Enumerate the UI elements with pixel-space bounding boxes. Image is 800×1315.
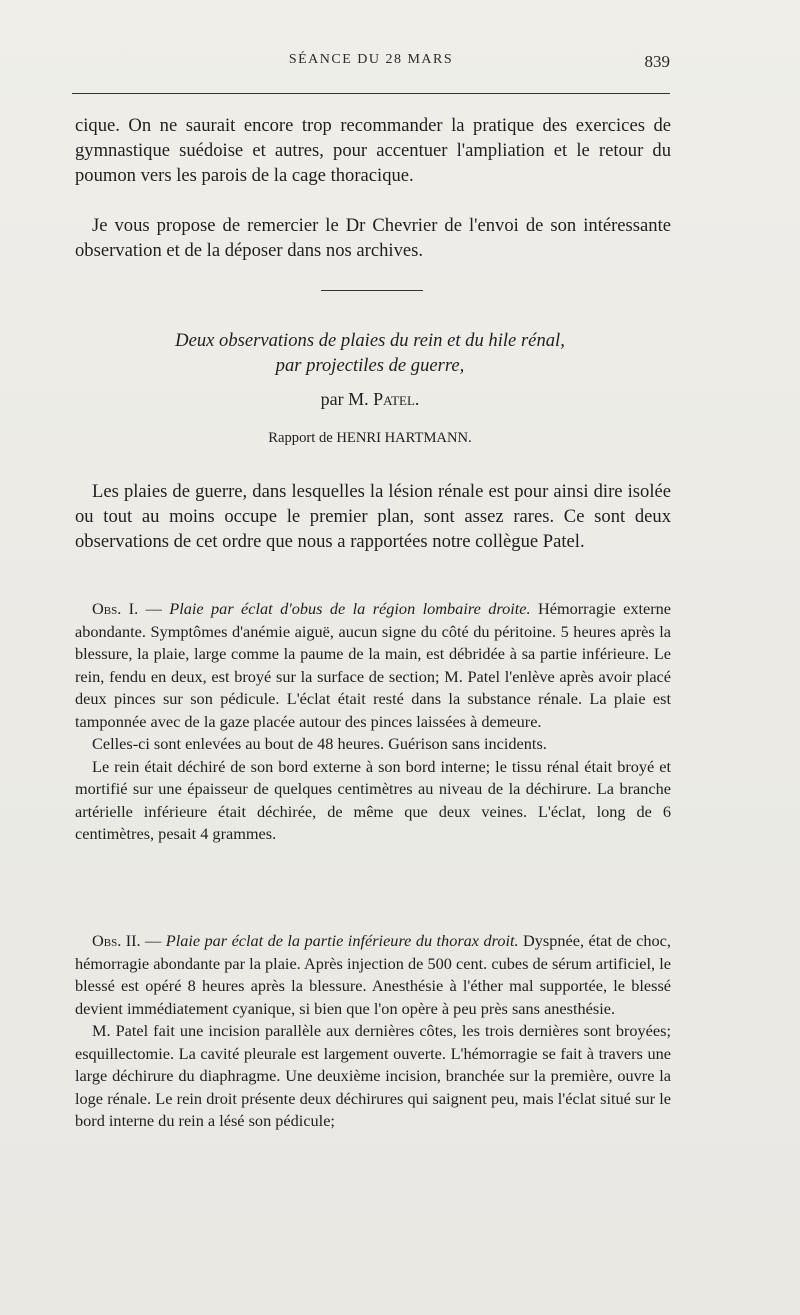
observation-1 (75, 598, 671, 846)
article-author (72, 389, 668, 410)
section-separator (321, 290, 423, 291)
intro-paragraph: Les plaies de guerre, dans lesquelles la lésion rénale est pour ainsi dire isolée ou tout au moins occupe le premier plan, sont assez rares. Ce sont deux observations de cet ordre que nous a rapportées notre collègue Patel. (75, 481, 671, 552)
article-title-line-2: par projectiles de guerre, (275, 355, 465, 376)
header-rule (72, 93, 670, 94)
page-number: 839 (644, 52, 670, 71)
observation-2-dash: — (140, 931, 166, 950)
observation-2-text: Dyspnée, état de choc, hémorragie abondante par la plaie. Après injection de 500 cent. cubes de sérum artificiel, le blessé est opéré 8 heures après la blessure. Anesthésie à l'éther mal supportée, le blessé devient immédiatement cyanique, si bien que l'on opère à peu près sans anesthésie. (75, 931, 671, 1018)
observation-1-paragraph (75, 598, 671, 733)
observation-2-title: Plaie par éclat de la partie inférieure du thorax droit. (165, 931, 519, 950)
article-title-line-1: Deux observations de plaies du rein et du hile rénal, (175, 330, 565, 351)
observation-1-label: Obs. I. (92, 599, 139, 618)
observation-1-paragraph-3: Le rein était déchiré de son bord externe à son bord interne; le tissu rénal était broyé et mortifié sur une épaisseur de quelques centimètres au niveau de la déchirure. La branche artérielle inférieure était déchirée, de même que deux veines. L'éclat, long de 6 centimètres, pesait 4 grammes. (75, 756, 671, 843)
author-name: Patel. (373, 389, 420, 409)
paragraph-conclusion: Je vous propose de remercier le Dr Chevrier de l'envoi de son intéressante observation et de la déposer dans nos archives. (75, 215, 671, 261)
author-prefix: par M. (320, 389, 374, 409)
observation-1-title: Plaie par éclat d'obus de la région lombaire droite. (169, 599, 531, 618)
report-byline: Rapport de HENRI HARTMANN. (268, 430, 472, 446)
observation-2-paragraph-2: M. Patel fait une incision parallèle aux dernières côtes, les trois dernières sont broyées; esquillectomie. La cavité pleurale est largement ouverte. L'hémorragie se fait à travers une large déchirure du diaphragme. Une deuxième incision, branchée sur la première, ouvre la loge rénale. Le rein droit présente deux déchirures qui saignent peu, mais l'éclat situé sur le bord interne du rein a lésé son pédicule; (75, 1021, 671, 1130)
article-title (72, 328, 668, 378)
paragraph-continuation: cique. On ne saurait encore trop recommander la pratique des exercices de gymnastique suédoise et autres, pour accentuer l'ampliation et le retour du poumon vers les parois de la cage thoracique. (75, 115, 671, 186)
observation-2 (75, 930, 671, 1133)
page-header (72, 52, 670, 78)
observation-1-paragraph-2: Celles-ci sont enlevées au bout de 48 heures. Guérison sans incidents. (92, 734, 547, 753)
observation-1-text: Hémorragie externe abondante. Symptômes d'anémie aiguë, aucun signe du côté du péritoine. 5 heures après la blessure, la plaie, large comme la paume de la main, est débridée à sa partie inférieure. Le rein, fendu en deux, est broyé sur la surface de section; M. Patel l'enlève après avoir placé deux pinces sur son pédicule. L'éclat était resté dans la substance rénale. La plaie est tamponnée avec de la gaze placée autour des pinces laissées à demeure. (75, 599, 672, 731)
observation-2-label: Obs. II. (92, 931, 141, 950)
observation-2-paragraph (75, 930, 671, 1020)
observation-1-dash: — (138, 599, 170, 618)
running-head: SÉANCE DU 28 MARS (288, 52, 454, 67)
